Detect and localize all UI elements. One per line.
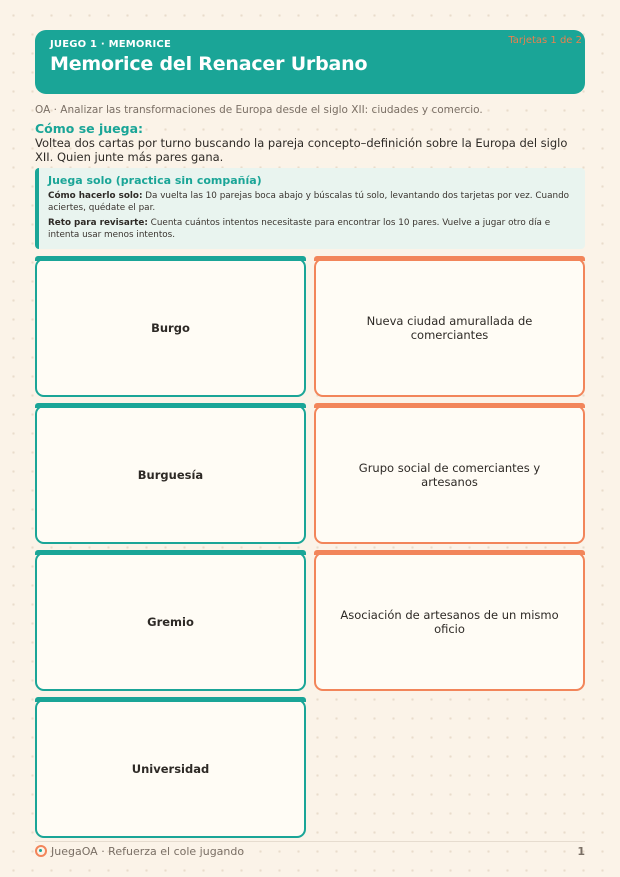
- concept-card[interactable]: [35, 552, 306, 691]
- page-footer: [35, 843, 585, 859]
- concept-card[interactable]: [35, 258, 306, 397]
- solo-challenge: [48, 217, 575, 241]
- definition-card[interactable]: [314, 258, 585, 397]
- solo-challenge-text: Cuenta cuántos intentos necesitaste para encontrar los 10 pares. Vuelve a jugar otro día e intenta usar menos intentos.: [48, 218, 551, 240]
- how-to-play-title: Cómo se juega:: [35, 121, 144, 136]
- definition-card[interactable]: [314, 405, 585, 544]
- concept-card[interactable]: [35, 699, 306, 838]
- sheet-label: Tarjetas 1 de 2: [508, 35, 582, 46]
- page-number: 1: [577, 844, 585, 858]
- card-text: Burgo: [151, 320, 190, 335]
- card-text: Burguesía: [137, 467, 204, 482]
- solo-play-box: [35, 168, 585, 249]
- solo-how-label: Cómo hacerlo solo:: [48, 191, 143, 201]
- footer-brand: JuegaOA · Refuerza el cole jugando: [51, 844, 245, 858]
- card-text: Gremio: [147, 614, 194, 629]
- solo-title: Juega solo (practica sin compañía): [48, 174, 262, 187]
- card-text: Universidad: [131, 761, 210, 776]
- solo-how-text: Da vuelta las 10 parejas boca abajo y búscalas tú solo, levantando dos tarjetas por vez. Cuando aciertes, quédate el par.: [48, 191, 570, 213]
- solo-how: [48, 190, 575, 214]
- game-header: [35, 30, 585, 94]
- footer-divider: [35, 841, 585, 842]
- concept-card[interactable]: [35, 405, 306, 544]
- card-text: Grupo social de comerciantes y artesanos: [358, 460, 541, 489]
- game-kicker: JUEGO 1 · MEMORICE: [50, 39, 172, 50]
- game-logo-icon: [35, 845, 47, 857]
- definition-card[interactable]: [314, 552, 585, 691]
- card-text: Nueva ciudad amurallada de comerciantes: [366, 313, 533, 342]
- page-title: Memorice del Renacer Urbano: [50, 53, 368, 75]
- card-text: Asociación de artesanos de un mismo oficio: [340, 607, 559, 636]
- solo-challenge-label: Reto para revisarte:: [48, 218, 148, 228]
- learning-objective: OA · Analizar las transformaciones de Europa desde el siglo XII: ciudades y comercio.: [35, 104, 483, 116]
- how-to-play-text: Voltea dos cartas por turno buscando la pareja concepto–definición sobre la Europa del siglo XII. Quien junte más pares gana.: [35, 136, 568, 164]
